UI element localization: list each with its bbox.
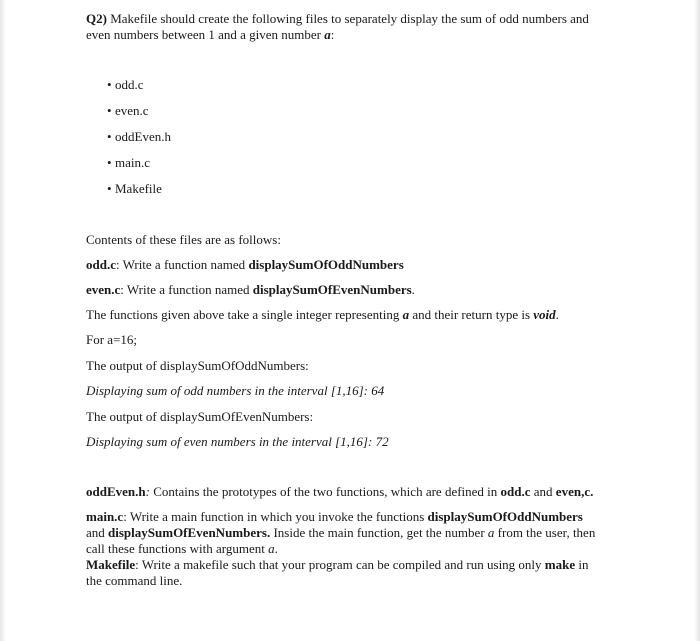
- main-c-description-line-2: and displaySumOfEvenNumbers. Inside the main function, get the number a from the user, then: [86, 525, 596, 540]
- even-output-example: Displaying sum of even numbers in the interval [1,16]: 72: [86, 434, 389, 449]
- bullet-icon: •: [107, 129, 112, 144]
- variable-a: a: [324, 27, 331, 42]
- oddeven-h-description: oddEven.h: Contains the prototypes of the two functions, which are defined in odd.c and even,c.: [86, 484, 594, 499]
- even-c-description: even.c: Write a function named displaySumOfEvenNumbers.: [86, 282, 415, 297]
- file-list-item: • even.c: [107, 103, 149, 118]
- question-number: Q2): [86, 11, 107, 26]
- functions-description: The functions given above take a single integer representing a and their return type is void.: [86, 307, 559, 322]
- question-line-2: even numbers between 1 and a given number a:: [86, 27, 335, 42]
- bullet-icon: •: [107, 103, 112, 118]
- bullet-icon: •: [107, 155, 112, 170]
- odd-c-description: odd.c: Write a function named displaySumOfOddNumbers: [86, 257, 404, 272]
- makefile-description-line-2: the command line.: [86, 573, 183, 588]
- example-input: For a=16;: [86, 332, 138, 347]
- page-edge-shadow-left: [0, 0, 6, 641]
- makefile-description-line-1: Makefile: Write a makefile such that your program can be compiled and run using only make in: [86, 557, 589, 572]
- file-list-item: • main.c: [107, 155, 151, 170]
- bullet-icon: •: [107, 77, 112, 92]
- even-output-label: The output of displaySumOfEvenNumbers:: [86, 409, 314, 424]
- odd-output-example: Displaying sum of odd numbers in the interval [1,16]: 64: [86, 383, 385, 398]
- bullet-icon: •: [107, 181, 112, 196]
- file-list-item: • Makefile: [107, 181, 162, 196]
- odd-output-label: The output of displaySumOfOddNumbers:: [86, 358, 309, 373]
- file-list-item: • oddEven.h: [107, 129, 171, 144]
- question-line-1: Q2) Makefile should create the following files to separately display the sum of odd numbers and: [86, 11, 589, 26]
- main-c-description-line-3: call these functions with argument a.: [86, 541, 278, 556]
- file-list-item: • odd.c: [107, 77, 144, 92]
- page-edge-shadow-right: [694, 0, 700, 641]
- main-c-description-line-1: main.c: Write a main function in which you invoke the functions displaySumOfOddNumbers: [86, 509, 583, 524]
- contents-intro: Contents of these files are as follows:: [86, 232, 281, 247]
